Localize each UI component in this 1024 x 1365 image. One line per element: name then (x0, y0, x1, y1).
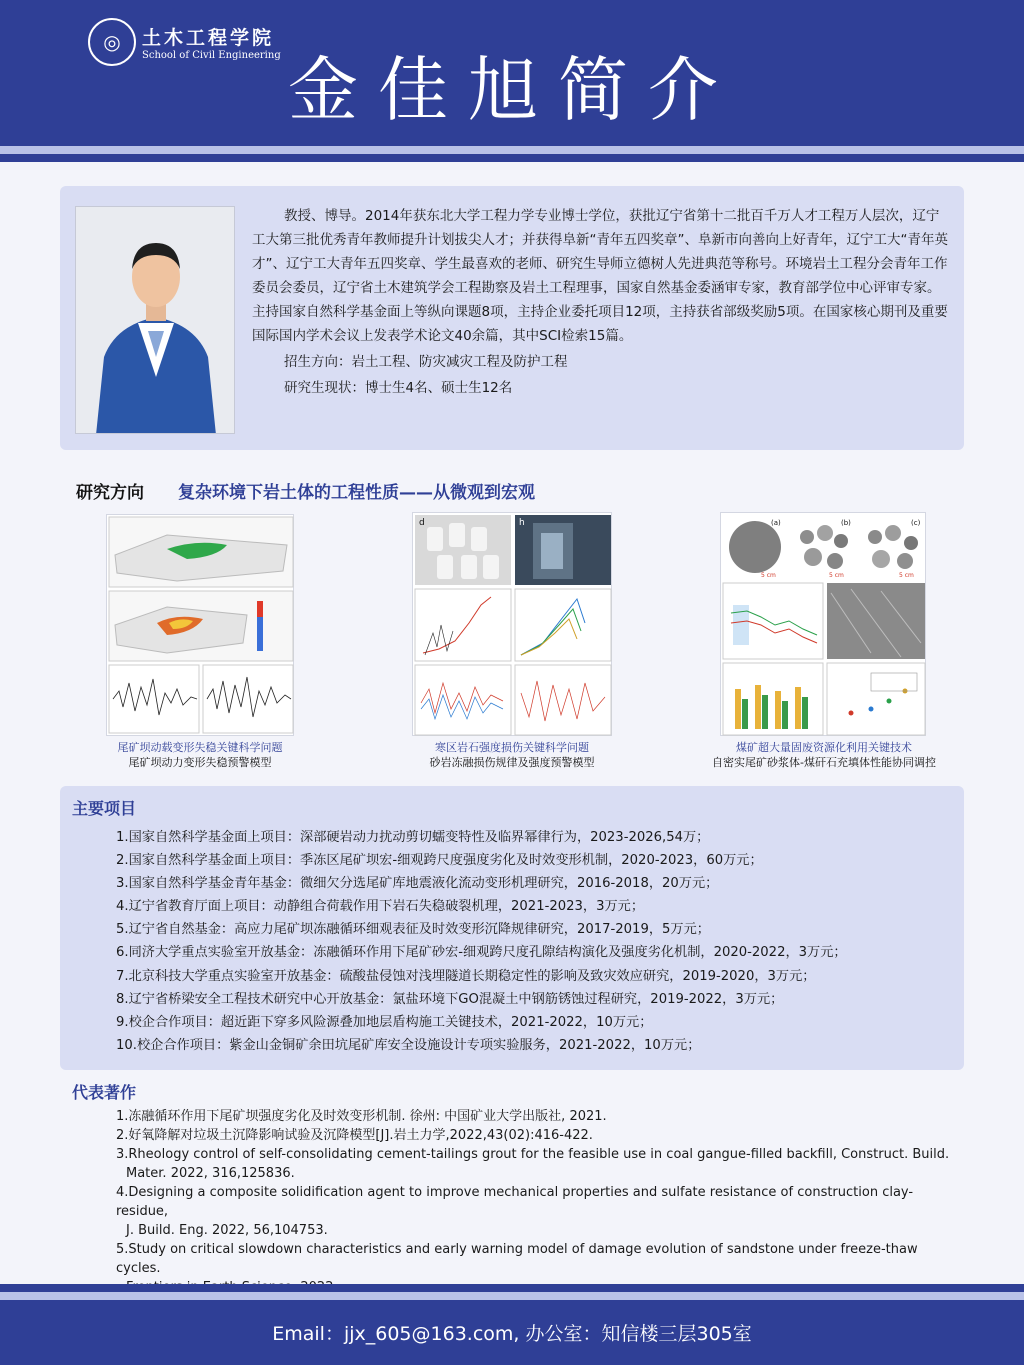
publication-line: 1.冻融循环作用下尾矿坝强度劣化及时效变形机制. 徐州: 中国矿业大学出版社, 2021. (116, 1109, 607, 1124)
figure-caption (674, 740, 974, 770)
student-status: 研究生现状：博士生4名、硕士生12名 (284, 380, 513, 396)
footer-contact-bar (0, 1300, 1024, 1365)
project-item: 3.国家自然科学基金青年基金：微细欠分选尾矿库地震液化流动变形机理研究，2016-2018，20万元； (116, 876, 719, 892)
contact-info: Email：jjx_605@163.com, 办公室：知信楼三层305室 (272, 1323, 752, 1345)
caption-title: 寒区岩石强度损伤关键科学问题 (435, 741, 589, 754)
caption-title: 煤矿超大量固废资源化利用关键技术 (736, 741, 912, 754)
publication-line: 5.Study on critical slowdown characteristics and early warning model of damage evolution of sandstone under freeze-thaw cycles. (116, 1242, 918, 1276)
footer-stripe (0, 1292, 1024, 1300)
footer-stripe (0, 1284, 1024, 1292)
projects-title: 主要项目 (72, 799, 137, 818)
header-stripe (0, 154, 1024, 162)
panel-label-h: h (519, 518, 525, 528)
figure-rock-damage (412, 512, 612, 736)
publication-item (116, 1145, 956, 1183)
project-item: 1.国家自然科学基金面上项目：深部硬岩动力扰动剪切蠕变特性及临界幂律行为，2023-2026,54万； (116, 830, 710, 845)
project-item: 6.同济大学重点实验室开放基金：冻融循环作用下尾矿砂宏-细观跨尺度孔隙结构演化及强度劣化机制，2020-2022，3万元； (116, 945, 847, 961)
publications-title: 代表著作 (72, 1083, 137, 1102)
scale-bar-label: 5 cm (829, 572, 844, 579)
bio-text (252, 204, 952, 400)
portrait-illustration (76, 207, 235, 434)
scale-bar-label: 5 cm (899, 572, 914, 579)
panel-label-d: d (419, 518, 425, 528)
research-label: 研究方向 (76, 483, 144, 503)
caption-subtitle: 自密实尾矿砂浆体-煤矸石充填体性能协同调控 (712, 756, 936, 769)
project-item: 10.校企合作项目：紫金山金铜矿余田坑尾矿库安全设施设计专项实验服务，2021-2022，10万元； (116, 1037, 701, 1053)
publication-line: Mater. 2022, 316,125836. (126, 1166, 295, 1181)
scale-bar-label: 5 cm (761, 572, 776, 579)
publication-item (116, 1126, 956, 1145)
panel-label-c: (c) (911, 519, 921, 527)
page-title: 金佳旭简介 (288, 49, 738, 131)
publication-line: 2.好氧降解对垃圾土沉降影响试验及沉降模型[J].岩土力学,2022,43(02):416-422. (116, 1128, 593, 1143)
publication-item (116, 1107, 956, 1126)
project-item: 5.辽宁省自然基金：高应力尾矿坝冻融循环细观表征及时效变形沉降规律研究，2017-2019，5万元； (116, 922, 710, 938)
publication-line: 4.Designing a composite solidification agent to improve mechanical properties and sulfate resistance of construction clay-residue, (116, 1185, 914, 1219)
research-heading (76, 478, 535, 503)
figure-tailings-dam (106, 514, 294, 736)
school-name-en: School of Civil Engineering (142, 50, 281, 61)
project-item: 2.国家自然科学基金面上项目：季冻区尾矿坝宏-细观跨尺度强度劣化及时效变形机制，2020-2023，60万元； (116, 853, 763, 869)
portrait-photo (75, 206, 235, 434)
project-item: 9.校企合作项目：超近距下穿多风险源叠加地层盾构施工关键技术，2021-2022，10万元； (116, 1014, 653, 1030)
caption-subtitle: 尾矿坝动力变形失稳预警模型 (128, 756, 272, 769)
publication-item (116, 1183, 956, 1240)
panel-label-a: (a) (771, 519, 781, 527)
school-emblem-icon: ◎ (88, 18, 136, 66)
publication-line: J. Build. Eng. 2022, 56,104753. (126, 1223, 328, 1238)
header-stripe (0, 146, 1024, 154)
figure-caption (362, 740, 662, 770)
figure-caption (50, 740, 350, 770)
rock-damage-figure (413, 513, 613, 737)
projects-list (116, 826, 956, 1057)
project-item: 4.辽宁省教育厅面上项目：动静组合荷载作用下岩石失稳破裂机理，2021-2023，3万元； (116, 899, 645, 915)
school-logo (88, 18, 281, 66)
figure-solid-waste (720, 512, 926, 736)
project-item: 8.辽宁省桥梁安全工程技术研究中心开放基金：氯盐环境下GO混凝土中钢筋锈蚀过程研究，2019-2022，3万元； (116, 991, 784, 1007)
tailings-dam-figure (107, 515, 295, 737)
panel-label-b: (b) (841, 519, 851, 527)
bio-paragraph: 教授、博导。2014年获东北大学工程力学专业博士学位，获批辽宁省第十二批百千万人才工程万人层次，辽宁工大第三批优秀青年教师提升计划拔尖人才；并获得阜新“青年五四奖章”、阜新市向善向上好青年，辽宁工大“青年英才”、辽宁工大青年五四奖章、学生最喜欢的老师、研究生导师立德树人先进典范等称号。环境岩土工程分会青年工作委员会委员，辽宁省土木建筑学会工程勘察及岩土工程理事，国家自然基金委涵审专家，教育部学位中心评审专家。主持国家自然科学基金面上等纵向课题8项，主持企业委托项目12项，主持获省部级奖励5项。在国家核心期刊及重要国际国内学术会议上发表学术论文40余篇，其中SCI检索15篇。 (252, 208, 948, 344)
recruit-direction: 招生方向：岩土工程、防灾减灾工程及防护工程 (284, 354, 568, 370)
publication-line: 3.Rheology control of self-consolidating cement-tailings grout for the feasible use in coal gangue-filled backfill, Construct. Build. (116, 1147, 950, 1162)
school-name-cn: 土木工程学院 (142, 27, 275, 49)
research-topic: 复杂环境下岩土体的工程性质——从微观到宏观 (178, 483, 535, 503)
caption-subtitle: 砂岩冻融损伤规律及强度预警模型 (429, 756, 595, 769)
project-item: 7.北京科技大学重点实验室开放基金：硫酸盐侵蚀对浅埋隧道长期稳定性的影响及致灾效应研究，2019-2020，3万元； (116, 968, 816, 984)
solid-waste-figure (721, 513, 927, 737)
publications-list (116, 1107, 956, 1297)
caption-title: 尾矿坝动载变形失稳关键科学问题 (117, 741, 283, 754)
